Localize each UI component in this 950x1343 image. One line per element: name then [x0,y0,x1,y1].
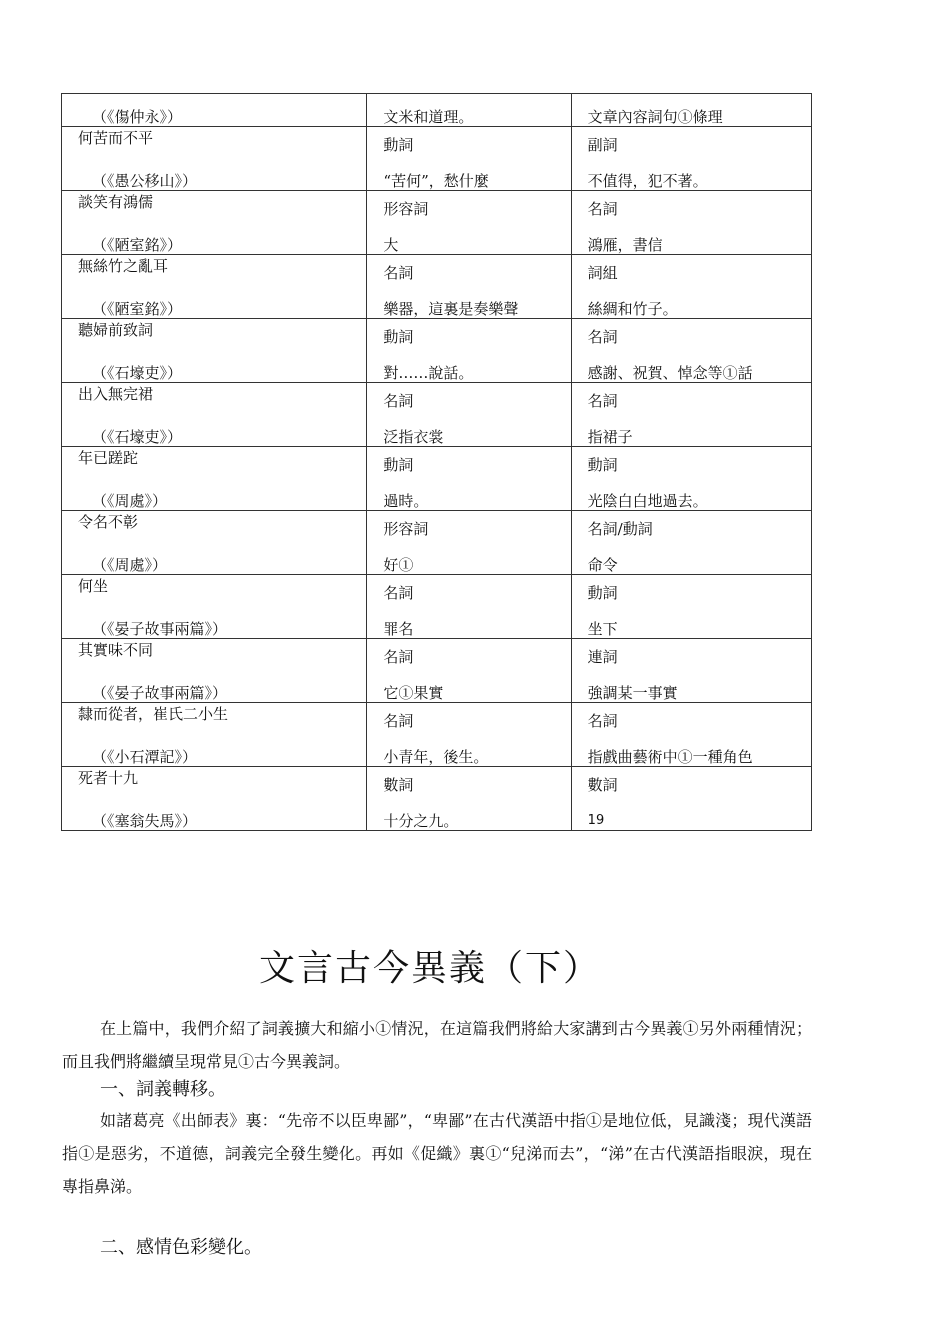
modern-meaning: 不值得，犯不著。 [587,172,708,190]
source-text: （《塞翁失馬》） [92,812,198,830]
modern-meaning-cell [571,703,811,767]
modern-meaning-cell [571,319,811,383]
example-cell [62,575,367,639]
modern-meaning-cell [571,383,811,447]
example-cell [62,703,367,767]
ancient-meaning-cell [367,703,571,767]
modern-meaning-cell [571,575,811,639]
example-cell [62,447,367,511]
section2-heading: 二、感情色彩變化。 [100,1237,262,1258]
ancient-pos: 名詞 [383,392,414,410]
source-text: （《周處》） [92,492,168,510]
source-text: （《愚公移山》） [92,172,198,190]
section1-paragraph: 如諸葛亮《出師表》裏：“先帝不以臣卑鄙”，“卑鄙”在古代漢語中指①是地位低，見識淺；現代漢語指①是惡劣，不道德，詞義完全發生變化。再如《促織》裏①“兒涕而去”，“涕”在古代漢語指眼淚，現在專指鼻涕。 [62,1111,812,1196]
example-cell [62,255,367,319]
ancient-meaning: 罪名 [383,620,414,638]
ancient-pos: 形容詞 [383,200,429,218]
modern-meaning-cell [571,767,811,831]
ancient-meaning-cell [367,575,571,639]
modern-meaning-cell [571,639,811,703]
example-text: 其實味不同 [78,641,154,659]
ancient-meaning: 泛指衣裳 [383,428,444,446]
ancient-meaning: 對……說話。 [383,364,474,382]
ancient-meaning: 十分之九。 [383,812,459,830]
source-text: （《石壕吏》） [92,428,183,446]
source-text: （《周處》） [92,556,168,574]
section1-heading: 一、詞義轉移。 [100,1079,226,1100]
example-text: 談笑有鴻儒 [78,193,154,211]
example-text: 聽婦前致詞 [78,321,154,339]
source-text: （《陋室銘》） [92,236,183,254]
modern-meaning: 文章內容詞句①條理 [587,108,723,126]
source-text: （《晏子故事兩篇》） [92,620,228,638]
table-row [62,255,812,319]
example-text: 死者十九 [78,769,139,787]
example-cell [62,319,367,383]
table-row [62,94,812,127]
modern-meaning: 絲綢和竹子。 [587,300,678,318]
source-text: （《石壕吏》） [92,364,183,382]
modern-pos: 名詞 [587,712,618,730]
modern-meaning: 命令 [587,556,618,574]
ancient-meaning: “苦何”，愁什麼 [383,172,489,190]
example-cell [62,511,367,575]
table-row [62,703,812,767]
modern-pos: 詞組 [587,264,618,282]
table-row [62,383,812,447]
ancient-pos: 名詞 [383,712,414,730]
ancient-meaning-cell [367,639,571,703]
example-cell [62,191,367,255]
ancient-meaning-cell [367,94,571,127]
modern-meaning-cell [571,511,811,575]
modern-meaning: 坐下 [587,620,618,638]
modern-meaning: 感謝、祝賀、悼念等①話 [587,364,753,382]
modern-pos: 數詞 [587,776,618,794]
example-text: 年已蹉跎 [78,449,139,467]
ancient-pos: 名詞 [383,584,414,602]
ancient-meaning: 樂器，這裏是奏樂聲 [383,300,519,318]
table-row [62,447,812,511]
ancient-meaning-cell [367,383,571,447]
ancient-meaning-cell [367,127,571,191]
ancient-meaning-cell [367,767,571,831]
ancient-pos: 名詞 [383,648,414,666]
ancient-pos: 數詞 [383,776,414,794]
modern-meaning-cell [571,255,811,319]
ancient-meaning-cell [367,511,571,575]
ancient-meaning: 文米和道理。 [383,108,474,126]
ancient-meaning: 它①果實 [383,684,444,702]
example-cell [62,127,367,191]
vocab-table [61,93,812,831]
modern-meaning: 強調某一事實 [587,684,678,702]
modern-pos: 名詞/動詞 [587,520,653,538]
modern-meaning: 19 [587,813,605,828]
example-text: 令名不彰 [78,513,139,531]
source-text: （《傷仲永》） [92,108,183,126]
modern-meaning: 指戲曲藝術中①一種角色 [587,748,753,766]
example-text: 隸而從者，崔氏二小生 [78,705,229,723]
modern-pos: 動詞 [587,584,618,602]
example-cell [62,94,367,127]
example-text: 無絲竹之亂耳 [78,257,169,275]
modern-meaning-cell [571,447,811,511]
ancient-meaning-cell [367,191,571,255]
modern-pos: 副詞 [587,136,618,154]
modern-meaning: 鴻雁，書信 [587,236,663,254]
ancient-meaning-cell [367,319,571,383]
modern-pos: 名詞 [587,392,618,410]
example-text: 出入無完裙 [78,385,154,403]
table-row [62,191,812,255]
table-row [62,639,812,703]
source-text: （《陋室銘》） [92,300,183,318]
ancient-pos: 名詞 [383,264,414,282]
source-text: （《小石潭記》） [92,748,198,766]
ancient-meaning: 小青年，後生。 [383,748,489,766]
table-row [62,511,812,575]
table-row [62,575,812,639]
page-title: 文言古今異義（下） [258,948,601,989]
ancient-meaning: 好① [383,556,414,574]
ancient-pos: 動詞 [383,456,414,474]
table-body [62,94,812,831]
example-cell [62,767,367,831]
ancient-meaning: 大 [383,236,399,254]
modern-meaning-cell [571,191,811,255]
modern-pos: 名詞 [587,328,618,346]
intro-paragraph: 在上篇中，我們介紹了詞義擴大和縮小①情況，在這篇我們將給大家講到古今異義①另外兩種情況；而且我們將繼續呈現常見①古今異義詞。 [62,1019,812,1071]
example-cell [62,639,367,703]
modern-meaning: 光陰白白地過去。 [587,492,708,510]
modern-pos: 動詞 [587,456,618,474]
ancient-meaning: 過時。 [383,492,429,510]
ancient-meaning-cell [367,255,571,319]
source-text: （《晏子故事兩篇》） [92,684,228,702]
table-row [62,319,812,383]
ancient-pos: 形容詞 [383,520,429,538]
modern-meaning-cell [571,94,811,127]
table-row [62,127,812,191]
modern-pos: 名詞 [587,200,618,218]
example-cell [62,383,367,447]
ancient-meaning-cell [367,447,571,511]
example-text: 何坐 [78,577,109,595]
table-row [62,767,812,831]
ancient-pos: 動詞 [383,328,414,346]
ancient-pos: 動詞 [383,136,414,154]
modern-meaning-cell [571,127,811,191]
example-text: 何苦而不平 [78,129,154,147]
modern-meaning: 指裙子 [587,428,633,446]
modern-pos: 連詞 [587,648,618,666]
